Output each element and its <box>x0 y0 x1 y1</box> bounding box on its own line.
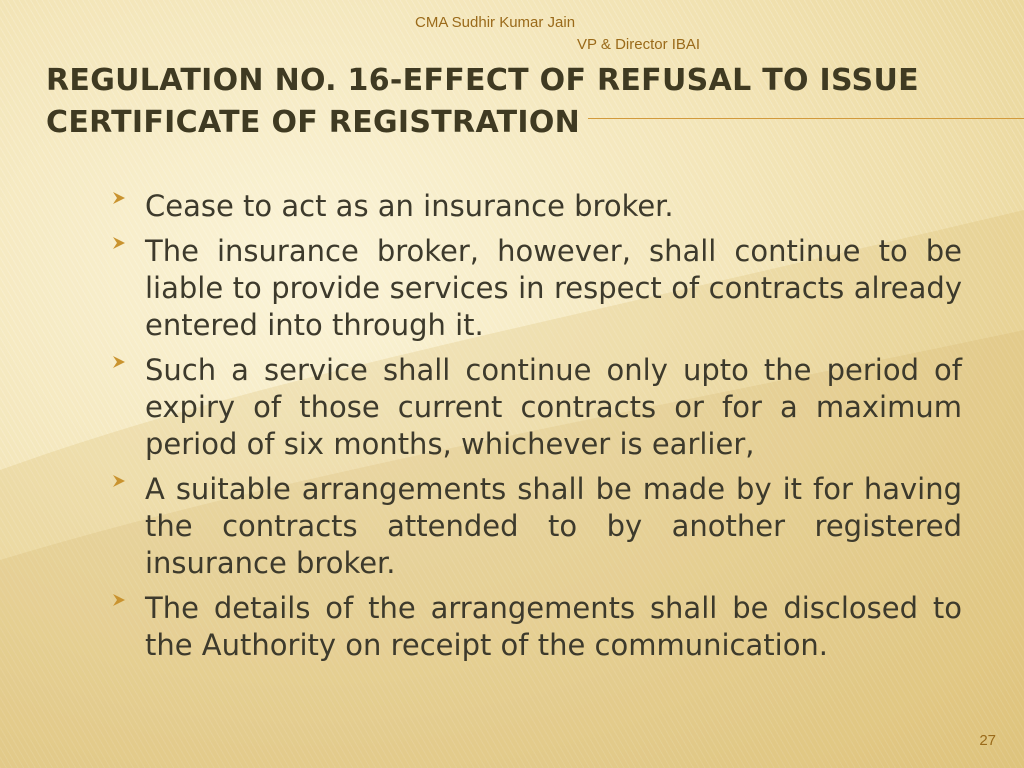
author-role: VP & Director IBAI <box>577 36 701 53</box>
bullet-text: A suitable arrangements shall be made by it for having the contracts attended to by another registered insurance broker. <box>145 472 962 580</box>
bullet-text: Cease to act as an insurance broker. <box>145 189 674 223</box>
title-divider <box>588 118 1024 119</box>
bullet-text: The insurance broker, however, shall continue to be liable to provide services in respect of contracts already entered into through it. <box>145 234 962 342</box>
arrowhead-bullet-icon <box>112 236 126 250</box>
bullet-list <box>112 188 962 672</box>
bullet-text: Such a service shall continue only upto the period of expiry of those current contracts or for a maximum period of six months, whichever is earlier, <box>145 353 962 461</box>
arrowhead-bullet-icon <box>112 593 126 607</box>
page-number: 27 <box>979 732 996 749</box>
bullet-item <box>112 188 962 225</box>
arrowhead-bullet-icon <box>112 191 126 205</box>
bullet-item <box>112 590 962 664</box>
bullet-item <box>112 233 962 344</box>
bullet-item <box>112 471 962 582</box>
arrowhead-bullet-icon <box>112 474 126 488</box>
bullet-text: The details of the arrangements shall be disclosed to the Authority on receipt of the communication. <box>145 591 962 662</box>
bullet-item <box>112 352 962 463</box>
arrowhead-bullet-icon <box>112 355 126 369</box>
slide-title: REGULATION NO. 16-EFFECT OF REFUSAL TO ISSUE CERTIFICATE OF REGISTRATION <box>46 63 919 140</box>
author-name: CMA Sudhir Kumar Jain <box>415 14 576 31</box>
